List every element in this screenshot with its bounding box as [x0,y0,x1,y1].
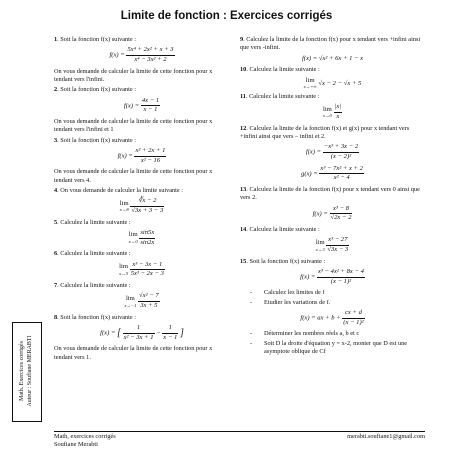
formula: f(x) = $\frac{\text{x³ − 8}}{√2x - 2}$ [312,204,352,222]
exercise-number: 8 [54,313,58,321]
footer-author: Soufiane Merabti [54,441,98,449]
sidebar-line-1: Math. Exercices corrigés [19,341,25,401]
list-item: - Déterminer les nombres réels a, b et c [240,330,425,338]
exercise-11 [240,93,425,122]
footer-email: merabti.soufiane1@gmail.com [347,433,425,440]
exercise-number: 4 [54,186,58,194]
exercise-intro: . Calculez la limite de la fonction f(x) et g(x) pour x tendant vers +infini ainsi que vers – infini et 2. [240,124,410,140]
limit-operator: lim x→8 [119,199,129,213]
footer-subject: Math, exercices corrigés [54,433,116,440]
exercise-2 [54,86,230,134]
fraction: $\frac{\text{√x² − 7}}{3x + 5}$ [139,292,159,309]
exercise-number: 3 [54,136,58,144]
exercise-number: 15 [240,257,247,265]
formula [54,229,230,247]
exercise-3 [54,137,230,185]
exercise-intro: . On vous demande de calculer la limite suivante : [57,186,184,194]
fraction: $\frac{\text{x² + 2x + 1}}{\text{x² − 16}}$ [135,146,166,164]
exercise-number: 13 [240,186,247,193]
fraction: $\frac{|x|}{x}$ [334,103,342,120]
question-list [240,330,425,356]
exercise-intro: . Soit la fonction f(x) suivante : [57,136,137,144]
exercise-number: 5 [54,218,58,226]
fraction: $\frac{\text{x³ − 7x² + x + 2}}{\text{x² − 4}}$ [320,164,363,182]
fraction: $\frac{\text{x³ − 8}}{√2x - 2}$ [330,204,352,222]
fraction: $\frac{1}{\text{x² − 3x + 1}}$ [123,324,154,341]
exercise-8 [54,314,230,362]
exercise-number: 14 [240,226,247,233]
exercise-14 [240,226,425,255]
formula: f(x) = √x² + 6x + 1 − x [301,54,364,62]
formula [54,292,230,310]
question-list [240,289,425,307]
fraction: $\frac{cx + d}{\text{(x − 1)²}}$ [343,309,364,326]
limit-operator: lim x→+∞ [303,76,317,90]
exercise-number: 9 [240,36,244,43]
formula: f(x) = $\frac{\text{−x³ + 3x − 2}}{\text{(x − 2)²}}$ [305,143,359,160]
exercise-9 [240,36,425,63]
exercise-intro: . Calculez la limite de la fonction f(x) pour x tendant vers 0 ainsi que vers 2. [240,186,420,202]
exercise-7 [54,282,230,311]
formula [54,197,230,215]
fraction: $\frac{\text{x³ − 3x − 1}}{\text{5x³ − 2x − 3}}$ [130,260,164,278]
exercise-number: 2 [54,86,58,94]
fraction: $\frac{4x - 1}{x - 1}$ [141,96,160,114]
fraction: $\frac{\text{x³ − 27}}{√3x - 3}$ [327,236,349,253]
footer-left [54,433,116,449]
exercise-intro: . Soit la fonction f(x) suivante : [57,86,137,94]
exercise-1 [54,36,230,84]
formula: f(x) = [ $\frac{1}{\text{x² − 3x + 1}}$ − $\frac{1}{x - 1}$ ] [100,324,184,341]
exercise-4 [54,187,230,216]
exercise-number: 7 [54,282,58,289]
exercise-number: 10 [240,66,247,74]
limit-operator: lim x→−1 [124,294,137,308]
exercise-number: 11 [240,92,246,100]
formula: g(x) = $\frac{\text{x³ − 7x² + x + 2}}{\text{x² − 4}}$ [301,164,363,182]
fraction: $\frac{1}{x - 1}$ [163,324,178,341]
exercise-13 [240,186,425,223]
exercise-text: On vous demande de calculer la limite de cette fonction pour x tendant vers 1. [54,345,213,361]
sidebar-line-2: Auteur : Soufiane MERABTI [27,335,33,407]
fraction: $\frac{∛x - 2}{√3x + 3 - 3}$ [131,197,164,214]
formula: f(x) = $\frac{4x - 1}{x - 1}$ [123,96,160,114]
exercise-intro: . Soit la fonction f(x) suivante : [246,257,326,265]
list-item: - Etudier les variations de f. [240,299,425,307]
list-item: - Soit D la droite d'équation y = x-2, monter que D est une asymptote oblique de Cf [240,340,425,357]
exercise-intro: . Calculez la limite suivante : [57,250,131,258]
formula [240,103,425,121]
exercise-text: On vous demande de calculer la limite de cette fonction pour x tendant vers 4. [54,168,213,184]
page-title: Limite de fonction : Exercices corrigés [120,10,333,22]
formula: f(x) = $\frac{\text{5x⁴ + 2x² + x + 3}}{\text{x⁴ − 3x² + 2}}$ [109,46,174,63]
exercise-intro: . Calculez la limite de la fonction f(x) pour x tendant vers +infini ainsi que vers -infini. [240,36,421,52]
formula: lim x→+∞ √x − 2 − √x + 5 [303,76,362,90]
fraction: $\frac{\text{x³ − 4x² + 8x − 4}}{\text{(x − 1)²}}$ [318,268,364,285]
exercise-10 [240,66,425,90]
fraction: $\frac{\sin 5x}{\sin 2x}$ [140,228,155,246]
exercise-intro: . Calculez la limite suivante : [57,282,131,289]
exercise-intro: . Soit la fonction f(x) suivante : [57,313,137,321]
right-column [240,36,425,358]
fraction: $\frac{\text{5x⁴ + 2x² + x + 3}}{\text{x⁴ − 3x² + 2}}$ [127,46,174,63]
fraction: $\frac{\text{−x³ + 3x − 2}}{\text{(x − 2)²}}$ [323,143,359,160]
list-item: - Calculez les limites de f [240,289,425,297]
exercise-intro: . Soit la fonction f(x) suivante : [57,36,137,43]
exercise-number: 1 [54,36,58,43]
formula: f(x) = $\frac{\text{x² + 2x + 1}}{\text{x² − 16}}$ [117,146,166,164]
left-column [54,36,230,364]
exercise-5 [54,219,230,248]
formula: f(x) = $\frac{\text{x³ − 4x² + 8x − 4}}{\text{(x − 1)²}}$ [300,268,364,285]
exercise-intro: . Calculez la limite suivante : [246,66,320,74]
limit-operator: lim x→0 [128,231,138,245]
exercise-number: 12 [240,124,247,132]
exercise-number: 6 [54,250,58,258]
exercise-intro: . Calculez la limite suivante : [57,218,131,226]
limit-operator: lim x→0 [322,105,332,119]
exercise-15 [240,258,425,357]
exercise-text: On vous demande de calculer la limite de cette fonction pour x tendant vers l'infini et 1 [54,118,213,134]
formula [54,261,230,279]
limit-operator: lim x→3 [315,238,325,252]
exercise-intro: . Calculez la limite suivante : [245,92,320,100]
formula [240,236,425,254]
sidebar-label [12,322,40,420]
footer-divider [54,431,425,432]
exercise-6 [54,250,230,279]
exercise-12 [240,125,425,183]
exercise-text: On vous demande de calculer la limite de cette fonction pour x tendant vers l'infini. [54,67,213,83]
formula: f(x) = ax + b + $\frac{cx + d}{\text{(x − 1)²}}$ [300,309,364,326]
exercise-intro: . Calculez la limite suivante : [246,226,320,233]
limit-operator: lim x→5 [119,263,129,276]
